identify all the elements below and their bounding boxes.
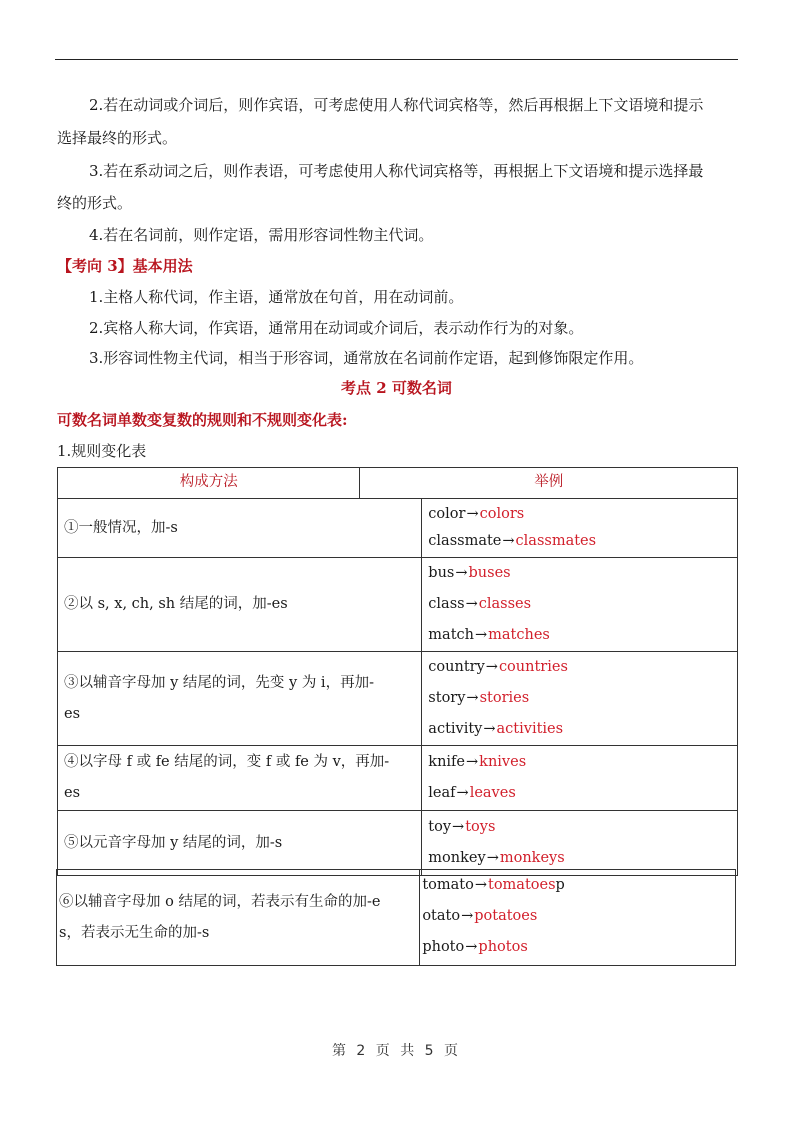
rule-examples-1	[422, 499, 738, 558]
rule-method-4: ④以字母 f 或 fe 结尾的词，变 f 或 fe 为 v，再加- es	[58, 746, 422, 811]
example-item: country→countries	[428, 659, 568, 675]
example-item: otato→potatoes	[422, 908, 538, 924]
arrow-icon: →	[466, 690, 479, 706]
table-header-row	[58, 468, 738, 499]
example-item: classmate→classmates	[428, 533, 597, 549]
table-row	[58, 499, 738, 558]
arrow-icon: →	[466, 506, 479, 522]
table-intro-heading: 可数名词单数变复数的规则和不规则变化表:	[57, 411, 348, 429]
paragraph-2-line2: 选择最终的形式。	[57, 129, 178, 147]
page-number: 第 2 页 共 5 页	[331, 1043, 462, 1059]
arrow-icon: →	[452, 819, 465, 835]
rule-examples-5	[422, 811, 738, 876]
rule-examples-2	[422, 558, 738, 652]
table-row	[58, 811, 738, 876]
rule-examples-6	[420, 870, 736, 966]
example-item: tomato→tomatoesp	[422, 877, 565, 893]
example-item: photo→photos	[422, 939, 528, 955]
arrow-icon: →	[502, 533, 515, 549]
kaodian-title: 考点 2 可数名词	[341, 379, 452, 397]
arrow-icon: →	[466, 754, 479, 770]
header-example: 举例	[360, 468, 738, 499]
table-label: 1.规则变化表	[57, 442, 147, 460]
usage-item-2: 2.宾格人称大词，作宾语，通常用在动词或介词后，表示动作行为的对象。	[89, 319, 584, 337]
example-item: class→classes	[428, 596, 532, 612]
example-item: bus→buses	[428, 565, 511, 581]
section-heading-kaoxiang-3: 【考向 3】基本用法	[57, 257, 193, 275]
example-item: match→matches	[428, 627, 550, 643]
paragraph-3-line1: 3.若在系动词之后，则作表语，可考虑使用人称代词宾格等，再根据上下文语境和提示选择最	[89, 162, 704, 180]
example-item: activity→activities	[428, 721, 564, 737]
paragraph-3-line2: 终的形式。	[57, 194, 133, 212]
arrow-icon: →	[465, 596, 478, 612]
rule-method-3: ③以辅音字母加 y 结尾的词，先变 y 为 i，再加- es	[58, 652, 422, 746]
regular-plural-table-continued	[56, 869, 736, 966]
rule-method-6: ⑥以辅音字母加 o 结尾的词，若表示有生命的加-e s，若表示无生命的加-s	[57, 870, 420, 966]
example-item: story→stories	[428, 690, 530, 706]
rule-method-5: ⑤以元音字母加 y 结尾的词，加-s	[58, 811, 422, 876]
example-item: knife→knives	[428, 754, 527, 770]
usage-item-3: 3.形容词性物主代词，相当于形容词，通常放在名词前作定语，起到修饰限定作用。	[89, 349, 644, 367]
arrow-icon: →	[456, 785, 469, 801]
header-rule	[55, 59, 738, 60]
paragraph-2-line1: 2.若在动词或介词后，则作宾语，可考虑使用人称代词宾格等，然后再根据上下文语境和提示	[89, 96, 704, 114]
example-item: leaf→leaves	[428, 785, 516, 801]
usage-item-1: 1.主格人称代词，作主语，通常放在句首，用在动词前。	[89, 288, 464, 306]
arrow-icon: →	[485, 659, 498, 675]
header-method: 构成方法	[58, 468, 360, 499]
arrow-icon: →	[455, 565, 468, 581]
example-item: color→colors	[428, 506, 525, 522]
arrow-icon: →	[461, 908, 474, 924]
table-row	[58, 558, 738, 652]
rule-method-1: ①一般情况，加-s	[58, 499, 422, 558]
rule-method-2: ②以 s, x, ch, sh 结尾的词，加-es	[58, 558, 422, 652]
arrow-icon: →	[483, 721, 496, 737]
table-row	[58, 652, 738, 746]
rule-examples-4	[422, 746, 738, 811]
rule-examples-3	[422, 652, 738, 746]
arrow-icon: →	[474, 627, 488, 643]
paragraph-4: 4.若在名词前，则作定语，需用形容词性物主代词。	[89, 226, 434, 244]
table-row	[58, 746, 738, 811]
arrow-icon: →	[486, 850, 499, 866]
regular-plural-table	[57, 467, 738, 876]
arrow-icon: →	[474, 877, 487, 893]
table-row	[57, 870, 736, 966]
example-item: toy→toys	[428, 819, 496, 835]
arrow-icon: →	[465, 939, 478, 955]
example-item: monkey→monkeys	[428, 850, 565, 866]
